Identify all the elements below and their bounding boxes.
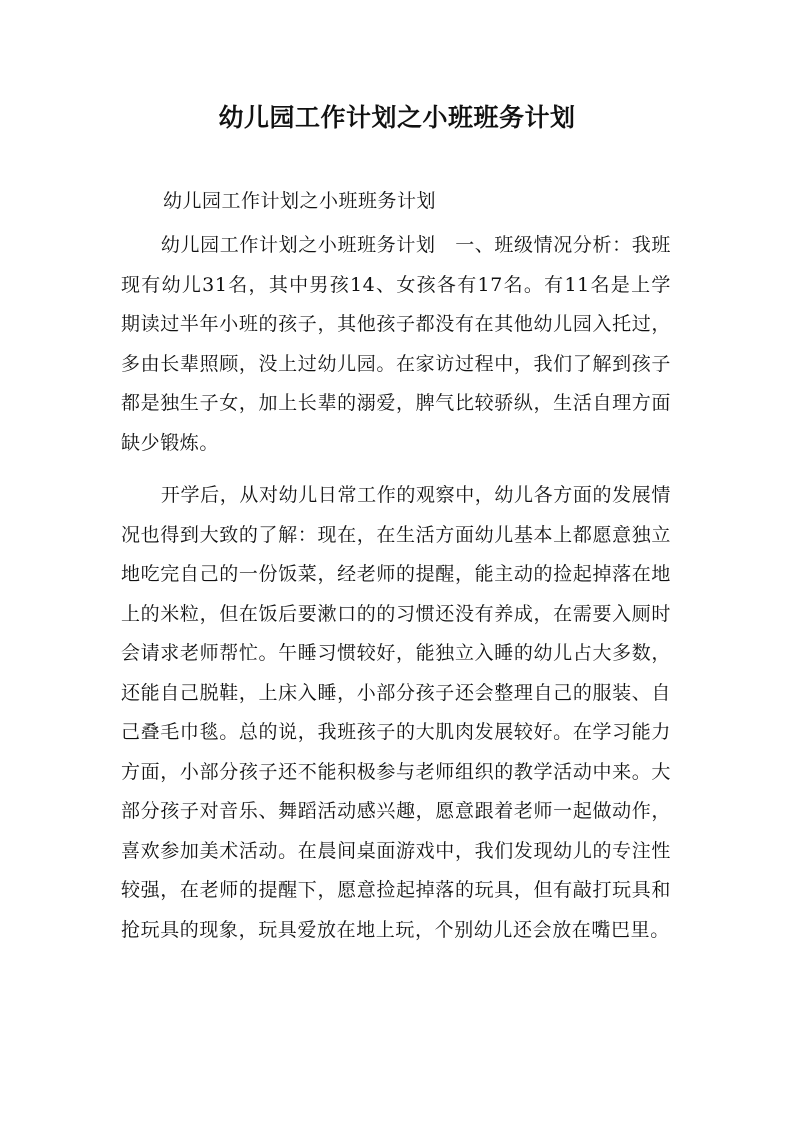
paragraph-class-analysis: 幼儿园工作计划之小班班务计划 一、班级情况分析：我班现有幼儿31名，其中男孩14、女孩各有17名。有11名是上学期读过半年小班的孩子，其他孩子都没有在其他幼儿园入托过，多由长辈照顾，没上过幼儿园。在家访过程中，我们了解到孩子都是独生子女，加上长辈的溺爱，脾气比较骄纵，生活自理方面缺少锻炼。 xyxy=(121,234,671,454)
document-title: 幼儿园工作计划之小班班务计划 xyxy=(218,103,576,132)
paragraph-observation: 开学后，从对幼儿日常工作的观察中，幼儿各方面的发展情况也得到大致的了解：现在，在生活方面幼儿基本上都愿意独立地吃完自己的一份饭菜，经老师的提醒，能主动的捡起掉落在地上的米粒，但在饭后要漱口的的习惯还没有养成，在需要入厕时会请求老师帮忙。午睡习惯较好，能独立入睡的幼儿占大多数，还能自己脱鞋，上床入睡，小部分孩子还会整理自己的服装、自己叠毛巾毯。总的说，我班孩子的大肌肉发展较好。在学习能力方面，小部分孩子还不能积极参与老师组织的教学活动中来。大部分孩子对音乐、舞蹈活动感兴趣，愿意跟着老师一起做动作，喜欢参加美术活动。在晨间桌面游戏中，我们发现幼儿的专注性较强，在老师的提醒下，愿意捡起掉落的玩具，但有敲打玩具和抢玩具的现象，玩具爱放在地上玩，个别幼儿还会放在嘴巴里。 xyxy=(121,484,671,941)
document-subtitle: 幼儿园工作计划之小班班务计划 xyxy=(163,190,437,212)
